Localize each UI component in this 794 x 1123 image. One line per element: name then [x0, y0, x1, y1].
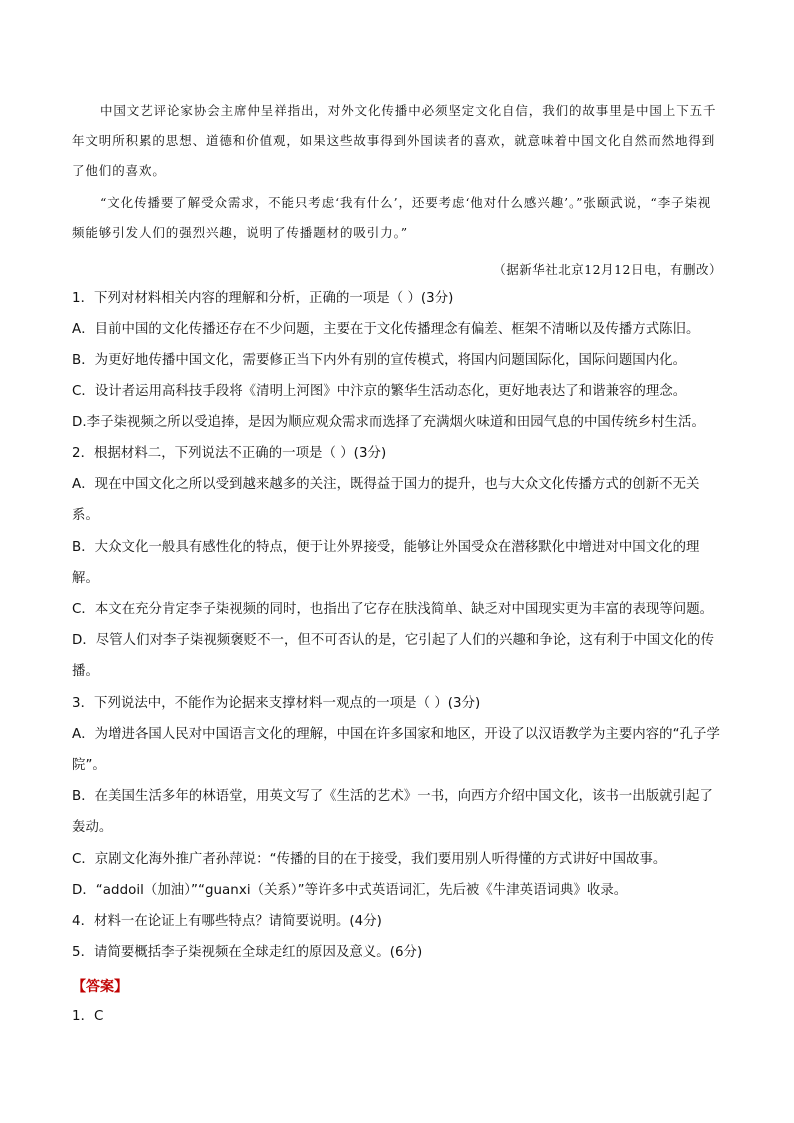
- question-1-option-b: B．为更好地传播中国文化，需要修正当下内外有别的宣传模式，将国内问题国际化，国际问题国内化。: [72, 353, 687, 368]
- question-3-stem: 3．下列说法中，不能作为论据来支撑材料一观点的一项是（ ）(3分): [72, 696, 481, 711]
- question-1-stem: 1．下列对材料相关内容的理解和分析，正确的一项是（ ）(3分): [72, 291, 454, 306]
- answer-label: 【答案】: [72, 979, 128, 995]
- passage-source: （据新华社北京12月12日电，有删改）: [493, 262, 722, 277]
- question-2-option-b: B．大众文化一般具有感性化的特点，便于让外界接受，能够让外国受众在潜移默化中增进对中国文化的理解。: [72, 540, 700, 586]
- question-4: 4．材料一在论证上有哪些特点？请简要说明。(4分): [72, 914, 382, 929]
- question-1-option-d: D.李子柒视频之所以受追捧，是因为顺应观众需求而选择了充满烟火味道和田园气息的中国传统乡村生活。: [72, 415, 705, 430]
- question-1-option-c: C．设计者运用高科技手段将《清明上河图》中汴京的繁华生活动态化，更好地表达了和谐兼容的理念。: [72, 384, 687, 399]
- question-3-option-b: B．在美国生活多年的林语堂，用英文写了《生活的艺术》一书，向西方介绍中国文化，该书一出版就引起了轰动。: [72, 789, 713, 835]
- answer-1: 1．C: [72, 1009, 104, 1024]
- passage-paragraph-2: “文化传播要了解受众需求，不能只考虑‘我有什么’，还要考虑‘他对什么感兴趣’。”张颐武说，“李子柒视频能够引发人们的强烈兴趣，说明了传播题材的吸引力。”: [72, 195, 712, 240]
- passage-paragraph-1: 中国文艺评论家协会主席仲呈祥指出，对外文化传播中必须坚定文化自信，我们的故事里是中国上下五千年文明所积累的思想、道德和价值观，如果这些故事得到外国读者的喜欢，就意味着中国文化自然而然地得到了他们的喜欢。: [72, 103, 717, 178]
- question-3-option-c: C．京剧文化海外推广者孙萍说：“传播的目的在于接受，我们要用别人听得懂的方式讲好中国故事。: [72, 852, 667, 867]
- question-3-option-a: A．为增进各国人民对中国语言文化的理解，中国在许多国家和地区，开设了以汉语教学为主要内容的“孔子学院”。: [72, 727, 720, 773]
- question-2-option-d: D．尽管人们对李子柒视频褒贬不一，但不可否认的是，它引起了人们的兴趣和争论，这有利于中国文化的传播。: [72, 633, 715, 679]
- question-2-option-c: C．本文在充分肯定李子柒视频的同时，也指出了它存在肤浅简单、缺乏对中国现实更为丰富的表现等问题。: [72, 602, 714, 617]
- question-2-stem: 2．根据材料二，下列说法不正确的一项是（ ）(3分): [72, 446, 387, 461]
- question-1-option-a: A．目前中国的文化传播还存在不少问题，主要在于文化传播理念有偏差、框架不清晰以及传播方式陈旧。: [72, 322, 700, 337]
- question-2-option-a: A．现在中国文化之所以受到越来越多的关注，既得益于国力的提升，也与大众文化传播方式的创新不无关系。: [72, 477, 700, 523]
- question-5: 5．请简要概括李子柒视频在全球走红的原因及意义。(6分): [72, 945, 423, 960]
- question-3-option-d: D．“addoil（加油）”“guanxi（关系）”等许多中式英语词汇，先后被《牛津英语词典》收录。: [72, 883, 628, 898]
